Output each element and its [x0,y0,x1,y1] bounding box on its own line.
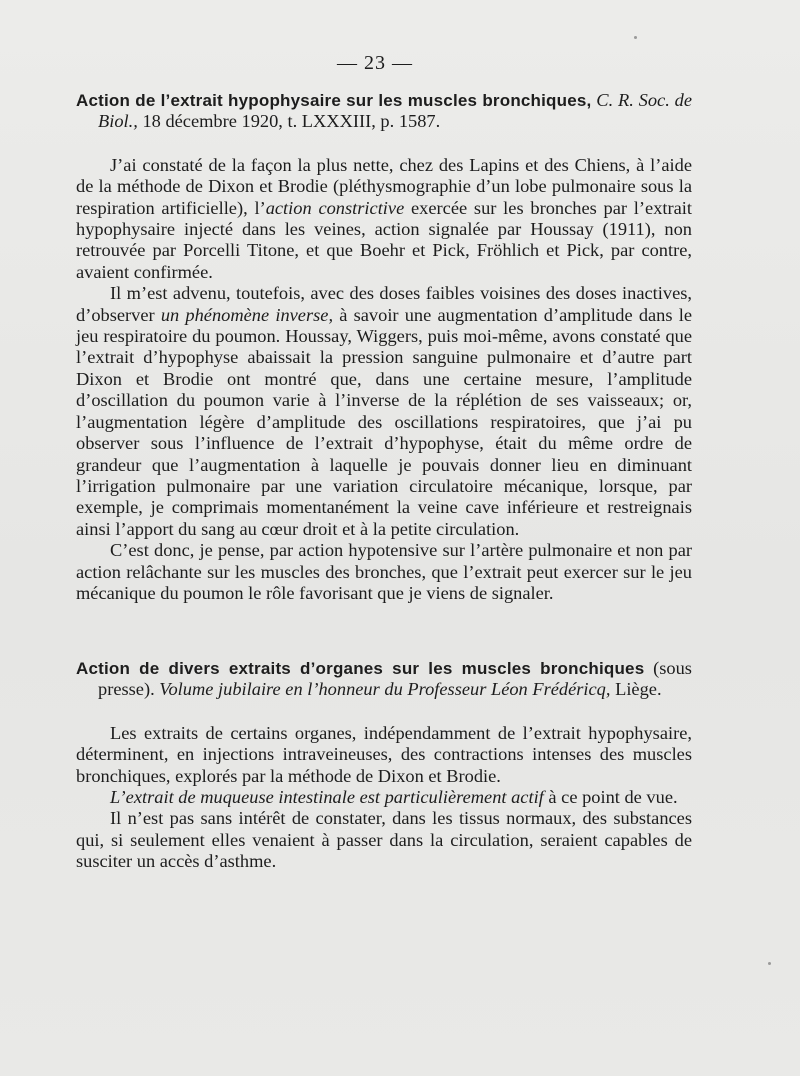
entry-2-heading [76,658,692,701]
entry-2-place: Liège. [615,679,662,700]
text-run: exercée sur les bronches par l’extrait hypophysaire injecté dans les veines, action signalée par Houssay (1911), non retrouvée par Porcelli Titone, et que Boehr et Pick, Fröhlich et Pick, par contre, avaient confirmée. [76,197,693,282]
entry-2-paragraph-1 [76,723,692,787]
italic-run: L’extrait de muqueuse intestinale est particulièrement actif [110,787,544,808]
entry-1-journal: C. R. Soc. de Biol., [98,90,692,132]
entry-2-volume: Volume jubilaire en l’honneur du Professeur Léon Frédéricq, [159,679,611,700]
entry-2 [76,658,692,873]
entry-1-citation: 18 décembre 1920, t. LXXXIII, p. 1587. [142,111,441,132]
text-run: à ce point de vue. [543,787,678,808]
entry-1-title: Action de l’extrait hypophysaire sur les muscles bronchiques, [76,91,592,110]
entry-1-paragraph-1 [76,155,692,283]
text-run: J’ai constaté de la façon la plus nette, chez des Lapins et des Chiens, à l’aide de la méthode de Dixon et Brodie (pléthysmographie d’un lobe pulmonaire sous la respiration artificielle), l’ [76,154,692,218]
entry-2-paragraph-3 [76,808,692,872]
italic-run: action constrictive [265,197,405,218]
entry-1-heading [76,90,692,133]
scan-speck [768,962,771,965]
entry-1-paragraph-3 [76,540,692,604]
text-run: Les extraits de certains organes, indépendamment de l’extrait hypophysaire, déterminent, en injections intraveineuses, des contractions intenses des muscles bronchiques, explorés par la méthode de Dixon et Brodie. [76,722,692,786]
text-run: Il m’est advenu, toutefois, avec des doses faibles voisines des doses inactives, d’observer [76,283,692,325]
text-run: à savoir une augmentation d’amplitude dans le jeu respiratoire du poumon. Houssay, Wiggers, puis moi-même, avons constaté que l’extrait d’hypophyse abaissait la pression sanguine pulmonaire et d’autre part Dixon et Brodie ont montré que, dans une certaine mesure, l’amplitude d’oscillation du poumon varie à l’inverse de la réplétion de ses vaisseaux; or, l’augmentation légère d’amplitude des oscillations respiratoires, que j’ai pu observer sous l’influence de l’extrait d’hypophyse, était du même ordre de grandeur que l’augmentation à laquelle je pouvais donner lieu en diminuant l’irrigation pulmonaire par une variation circulatoire mécanique, lorsque, par exemple, je comprimais momentanément la veine cave inférieure et restreignais ainsi l’apport du sang au cœur droit et à la petite circulation. [76,304,692,539]
entry-2-status: (sous presse). [98,658,692,700]
page-number: — 23 — [337,52,413,74]
scan-speck [634,36,637,39]
text-run: Il n’est pas sans intérêt de constater, dans les tissus normaux, des substances qui, si seulement elles venaient à passer dans la circulation, seraient capables de susciter un accès d’asthme. [76,808,692,872]
text-run: C’est donc, je pense, par action hypotensive sur l’artère pulmonaire et non par action relâchante sur les muscles des bronches, que l’extrait peut exercer sur le jeu mécanique du poumon le rôle favorisant que je viens de signaler. [76,540,692,603]
entry-2-title: Action de divers extraits d’organes sur les muscles bronchiques [76,659,645,678]
entry-1 [76,90,692,604]
entry-2-paragraph-2 [76,787,692,808]
entry-1-paragraph-2 [76,283,692,540]
italic-run: un phénomène inverse, [160,304,334,325]
